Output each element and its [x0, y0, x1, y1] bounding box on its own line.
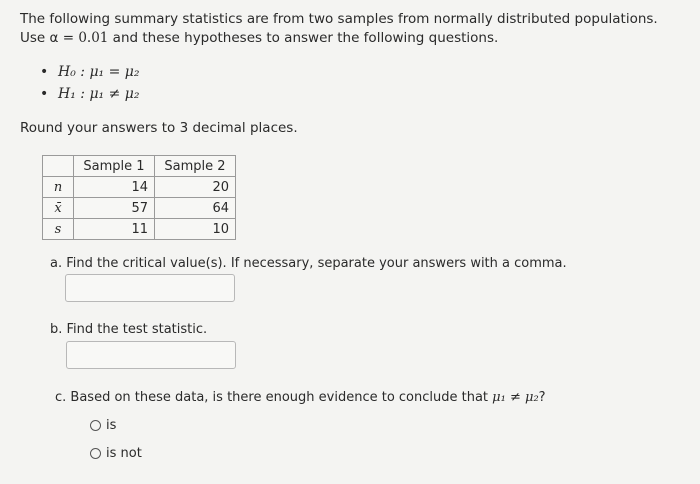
table-cell: 10 [155, 219, 236, 240]
intro-line-2 [20, 29, 680, 48]
table-cell: 57 [74, 198, 155, 219]
intro-line-1: The following summary statistics are from two samples from normally distributed populations. [20, 11, 658, 27]
bullet-icon: • [40, 86, 49, 102]
problem-intro [20, 10, 680, 48]
table-cell: 64 [155, 198, 236, 219]
alternative-hypothesis-text: H₁ : μ₁ ≠ μ₂ [58, 86, 140, 102]
bullet-icon: • [40, 64, 49, 80]
rounding-instructions: Round your answers to 3 decimal places. [20, 120, 298, 136]
option-is-label: is [106, 418, 117, 433]
option-is-not-label: is not [106, 446, 142, 461]
summary-statistics-table [42, 155, 236, 240]
question-c-suffix: ? [538, 390, 546, 405]
table-row-label: n [43, 177, 74, 198]
question-c-prefix: c. Based on these data, is there enough evidence to conclude that [55, 390, 493, 405]
table-row-label: s [43, 219, 74, 240]
question-c [55, 390, 546, 405]
question-a: a. Find the critical value(s). If necessary, separate your answers with a comma. [50, 256, 567, 271]
table-row-label: x̄ [43, 198, 74, 219]
intro-line-2-suffix: and these hypotheses to answer the following questions. [108, 30, 499, 46]
null-hypothesis-text: H₀ : μ₁ = μ₂ [58, 64, 140, 80]
table-row [43, 219, 236, 240]
intro-line-2-prefix: Use α = [20, 30, 79, 46]
option-is-not[interactable] [90, 446, 142, 461]
null-hypothesis [40, 64, 140, 80]
table-cell: 20 [155, 177, 236, 198]
table-row [43, 198, 236, 219]
alternative-hypothesis [40, 86, 140, 102]
radio-button-icon[interactable] [90, 448, 101, 459]
alpha-value: 0.01 [78, 30, 109, 46]
table-header-sample-1: Sample 1 [74, 156, 155, 177]
table-cell: 11 [74, 219, 155, 240]
question-c-math: μ₁ ≠ μ₂ [492, 390, 539, 405]
option-is[interactable] [90, 418, 116, 433]
table-header-row [43, 156, 236, 177]
critical-value-input[interactable] [65, 274, 235, 302]
test-statistic-input[interactable] [66, 341, 236, 369]
table-header-sample-2: Sample 2 [155, 156, 236, 177]
table-row [43, 177, 236, 198]
table-cell: 14 [74, 177, 155, 198]
question-b: b. Find the test statistic. [50, 322, 208, 337]
table-corner-cell [43, 156, 74, 177]
radio-button-icon[interactable] [90, 420, 101, 431]
